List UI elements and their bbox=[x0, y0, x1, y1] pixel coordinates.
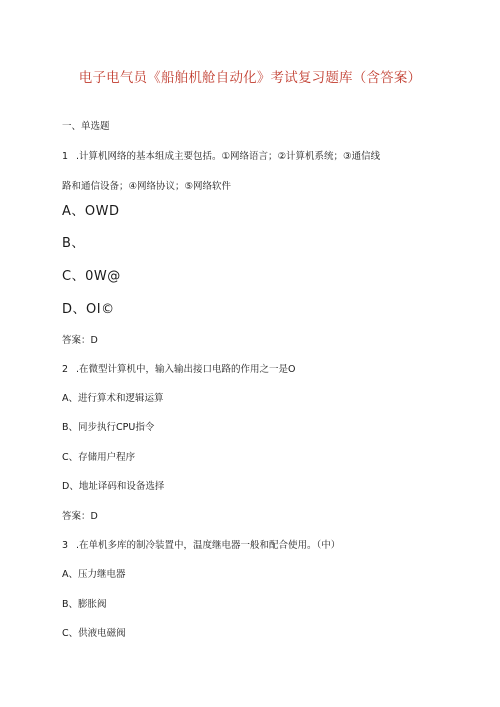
question-1-option-d: D、OI© bbox=[62, 302, 115, 317]
question-2-option-a: A、进行算术和逻辑运算 bbox=[62, 393, 164, 404]
question-3-option-c: C、供液电磁阀 bbox=[62, 628, 126, 639]
question-1-option-c: C、0W@ bbox=[62, 269, 121, 284]
question-text: .计算机网络的基本组成主要包括。①网络语言；②计算机系统；③通信线 bbox=[76, 151, 381, 162]
question-2-option-b: B、同步执行CPU指令 bbox=[62, 422, 155, 433]
question-number: 2 bbox=[62, 364, 69, 375]
question-3-line-1 bbox=[62, 540, 340, 552]
question-2-line-1 bbox=[62, 364, 296, 376]
document-title: 电子电气员《船舶机舱自动化》考试复习题库（含答案） bbox=[78, 70, 422, 86]
question-number: 1 bbox=[62, 151, 69, 162]
question-text: .在微型计算机中，输入输出接口电路的作用之一是O bbox=[76, 364, 296, 375]
question-2-option-d: D、地址译码和设备选择 bbox=[62, 481, 165, 492]
question-1-option-b: B、 bbox=[62, 236, 85, 251]
question-1-option-a: A、OWD bbox=[62, 204, 120, 219]
question-1-line-1 bbox=[62, 151, 380, 163]
question-text: .在单机多库的制冷装置中，温度继电器一般和配合使用。（中） bbox=[76, 540, 341, 551]
section-heading: 一、单选题 bbox=[62, 121, 110, 132]
question-1-answer: 答案：D bbox=[62, 335, 98, 346]
question-3-option-b: B、膨胀阀 bbox=[62, 599, 107, 610]
question-3-option-a: A、压力继电器 bbox=[62, 569, 126, 580]
question-2-option-c: C、存储用户程序 bbox=[62, 452, 136, 463]
question-number: 3 bbox=[62, 540, 69, 551]
question-1-line-2: 路和通信设备；④网络协议；⑤网络软件 bbox=[62, 181, 232, 192]
question-2-answer: 答案：D bbox=[62, 511, 98, 522]
